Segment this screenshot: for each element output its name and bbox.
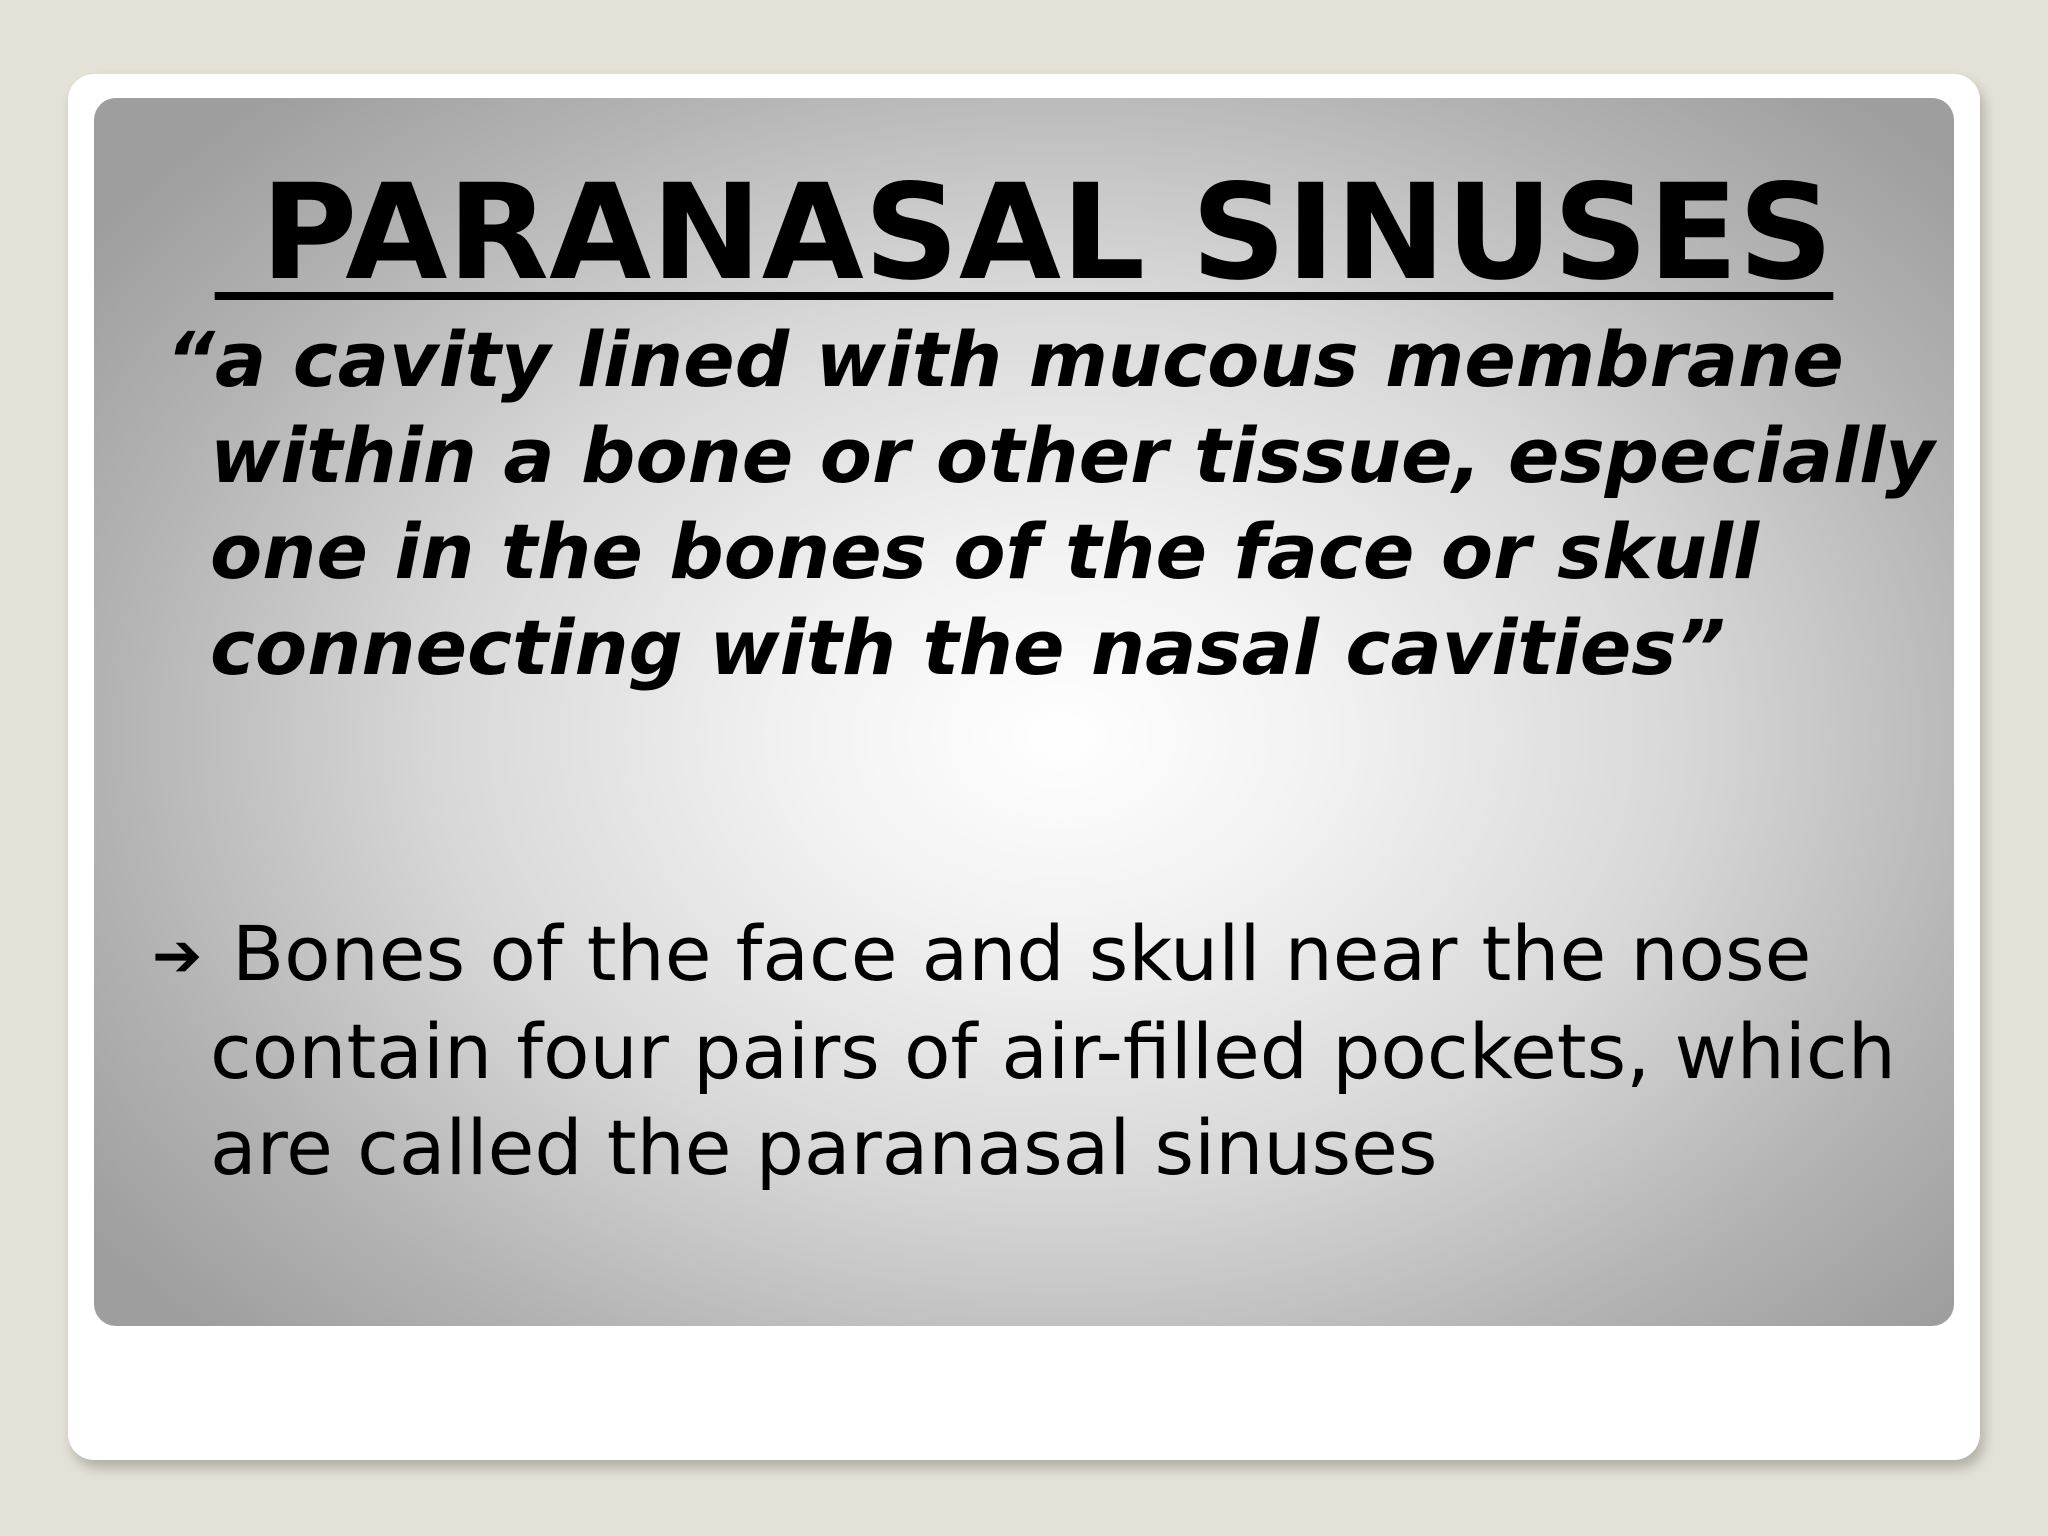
right-arrow-icon: ➔ <box>152 921 203 991</box>
definition-quote: “a cavity lined with mucous membrane within a bone or other tissue, especially one in the bones of the face or skull connecting with the nasal cavities” <box>166 315 1935 692</box>
content-panel <box>94 98 1954 1326</box>
bullet-text: Bones of the face and skull near the nose contain four pairs of air-filled pockets, which are called the paranasal sinuses <box>210 909 1896 1192</box>
bullet-item <box>152 906 1950 1196</box>
slide-title <box>94 158 1954 308</box>
slide-title-text: PARANASAL SINUSES <box>214 156 1834 310</box>
slide-card <box>68 74 1980 1460</box>
